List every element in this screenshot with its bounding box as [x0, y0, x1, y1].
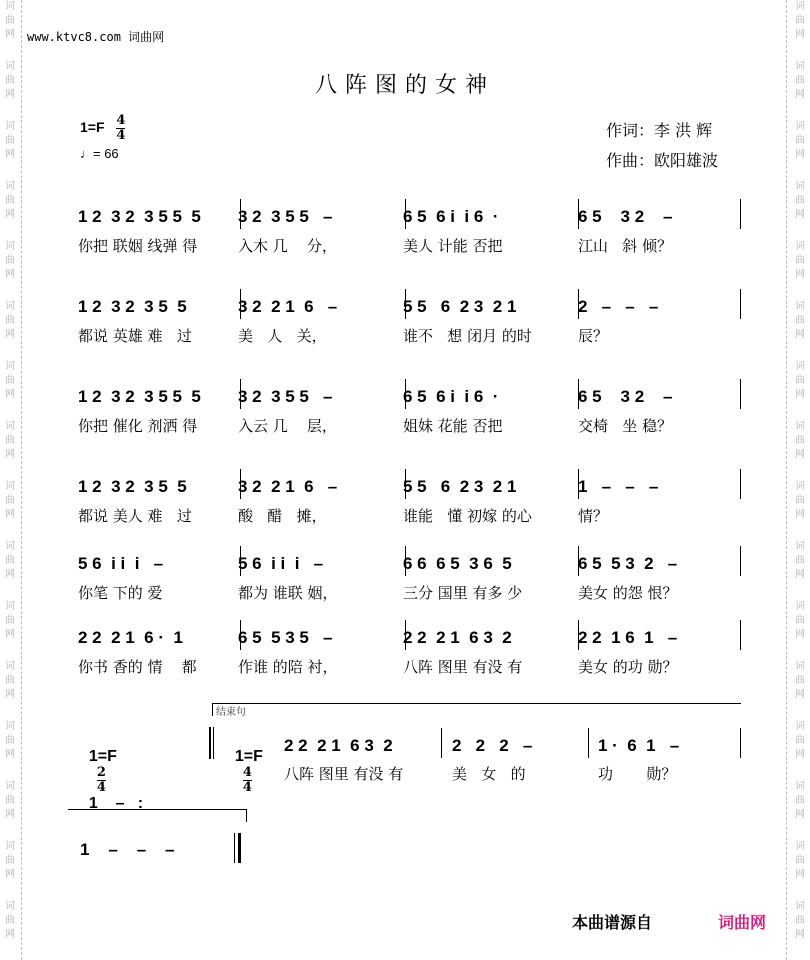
measure-lyrics: 姐妹 花能 否把: [403, 417, 503, 435]
watermark-group: [3, 540, 17, 600]
measure-lyrics: 谁能 懂 初嫁 的心: [403, 507, 532, 525]
measure-notes: 2 – – –: [578, 297, 659, 316]
watermark-group: [3, 720, 17, 780]
watermark-char: 曲: [795, 495, 805, 506]
watermark-char: 曲: [795, 255, 805, 266]
watermark-char: 词: [5, 661, 15, 672]
measure-lyrics: 谁不 想 闭月 的时: [403, 327, 532, 345]
watermark-char: 曲: [795, 315, 805, 326]
watermark-char: 词: [795, 241, 805, 252]
watermark-char: 网: [795, 569, 805, 580]
footer-source-link[interactable]: 词曲网: [718, 913, 767, 932]
repeat-barline: [209, 727, 211, 759]
measure-notes: 5 5 6 2 3 2 1: [403, 477, 517, 496]
ending-second: [226, 730, 263, 795]
watermark-char: 曲: [795, 915, 805, 926]
watermark-char: 词: [795, 301, 805, 312]
watermark-char: 词: [795, 481, 805, 492]
watermark-char: 词: [5, 241, 15, 252]
measure-notes: 3 2 3 5 5 –: [238, 387, 333, 406]
time-signature: [116, 114, 125, 143]
watermark-char: 曲: [795, 15, 805, 26]
watermark-char: 词: [5, 481, 15, 492]
watermark-char: 词: [5, 421, 15, 432]
watermark-char: 词: [5, 781, 15, 792]
watermark-char: 词: [795, 541, 805, 552]
measure-lyrics: 辰？: [578, 327, 609, 345]
watermark-char: 网: [795, 689, 805, 700]
measure-lyrics: 你把 催化 剂洒 得: [78, 417, 198, 435]
watermark-char: 网: [795, 749, 805, 760]
watermark-char: 词: [795, 181, 805, 192]
watermark-group: [793, 0, 807, 60]
watermark-char: 词: [795, 841, 805, 852]
watermark-char: 网: [795, 329, 805, 340]
watermark-char: 曲: [5, 15, 15, 26]
measure-notes: 3 2 2 1 6 –: [238, 297, 338, 316]
measure-lyrics: 入云 几 层，: [238, 417, 337, 435]
watermark-group: [3, 360, 17, 420]
measure-notes: 5 5 6 2 3 2 1: [403, 297, 517, 316]
measure-notes: 6 5 5 3 5 –: [238, 628, 333, 647]
watermark-char: 曲: [5, 915, 15, 926]
measure-lyrics: 情？: [578, 507, 609, 525]
watermark-char: 网: [5, 749, 15, 760]
watermark-char: 网: [795, 809, 805, 820]
watermark-char: 词: [5, 361, 15, 372]
measure-notes: 2 2 1 6 1 –: [578, 628, 678, 647]
watermark-group: [793, 840, 807, 900]
watermark-char: 网: [5, 869, 15, 880]
watermark-char: 曲: [5, 795, 15, 806]
measure-notes: 1 2 3 2 3 5 5 5: [78, 387, 201, 406]
watermark-group: [3, 120, 17, 180]
watermark-char: 曲: [795, 555, 805, 566]
watermark-char: 网: [795, 149, 805, 160]
watermark-char: 曲: [5, 675, 15, 686]
watermark-char: 网: [5, 29, 15, 40]
watermark-group: [3, 840, 17, 900]
watermark-char: 词: [5, 721, 15, 732]
measure-notes: 3 2 3 5 5 –: [238, 207, 333, 226]
measure-notes: 2 2 2 1 6 3 2: [403, 628, 512, 647]
watermark-char: 曲: [795, 795, 805, 806]
watermark-char: 词: [795, 421, 805, 432]
watermark-group: [3, 480, 17, 540]
watermark-char: 词: [795, 661, 805, 672]
watermark-group: [793, 540, 807, 600]
measure-notes: 1 2 3 2 3 5 5: [78, 297, 187, 316]
measure-notes: 1 – – –: [578, 477, 659, 496]
watermark-char: 词: [795, 1, 805, 12]
watermark-char: 网: [795, 89, 805, 100]
ending-bracket: [212, 703, 741, 716]
watermark-char: 曲: [5, 735, 15, 746]
watermark-char: 曲: [5, 375, 15, 386]
watermark-char: 曲: [795, 855, 805, 866]
watermark-group: [3, 0, 17, 60]
watermark-group: [793, 720, 807, 780]
watermark-char: 词: [5, 301, 15, 312]
watermark-group: [793, 120, 807, 180]
barline: [441, 728, 442, 758]
watermark-char: 词: [5, 901, 15, 912]
watermark-group: [3, 420, 17, 480]
watermark-char: 网: [5, 629, 15, 640]
ts-bottom: 4: [242, 780, 252, 795]
second-time-sig: [243, 766, 252, 795]
watermark-char: 网: [795, 629, 805, 640]
ending-measure-2: 2 2 2 –: [452, 736, 533, 755]
measure-notes: 6 5 6 i i 6 ·: [403, 207, 499, 226]
watermark-char: 网: [795, 929, 805, 940]
watermark-char: 网: [5, 269, 15, 280]
site-label[interactable]: www.ktvc8.com 词曲网: [27, 30, 165, 44]
watermark-group: [3, 180, 17, 240]
ending-label: 结束句: [216, 707, 246, 718]
measure-notes: 1 2 3 2 3 5 5: [78, 477, 187, 496]
ts-top: 4: [242, 765, 252, 780]
measure-lyrics: 三分 国里 有多 少: [403, 584, 523, 602]
measure-lyrics: 八阵 图里 有没 有: [403, 658, 523, 676]
barline: [740, 199, 741, 229]
watermark-char: 曲: [795, 135, 805, 146]
watermark-char: 词: [5, 541, 15, 552]
measure-lyrics: 都说 美人 难 过: [78, 507, 192, 525]
barline: [740, 289, 741, 319]
final-barline-thick: [238, 833, 241, 863]
watermark-char: 曲: [795, 375, 805, 386]
watermark-char: 曲: [5, 195, 15, 206]
watermark-group: [793, 180, 807, 240]
barline: [740, 546, 741, 576]
page-border-left: [21, 0, 22, 960]
watermark-char: 词: [5, 121, 15, 132]
watermark-char: 词: [795, 61, 805, 72]
barline: [740, 469, 741, 499]
measure-notes: 6 5 5 3 2 –: [578, 554, 678, 573]
measure-notes: 1 2 3 2 3 5 5 5: [78, 207, 201, 226]
measure-notes: 6 5 3 2 –: [578, 207, 673, 226]
measure-lyrics: 美 人 关，: [238, 327, 327, 345]
watermark-group: [793, 600, 807, 660]
watermark-char: 网: [5, 209, 15, 220]
page-border-right: [786, 0, 787, 960]
watermark-char: 网: [5, 389, 15, 400]
ts-bottom: 4: [96, 780, 106, 795]
measure-lyrics: 美女 的怨 恨？: [578, 584, 678, 602]
first-notes: 1 – :: [88, 795, 144, 812]
watermark-char: 曲: [5, 555, 15, 566]
watermark-char: 曲: [795, 75, 805, 86]
watermark-char: 网: [795, 29, 805, 40]
watermark-group: [3, 240, 17, 300]
watermark-char: 曲: [5, 495, 15, 506]
time-top: 4: [116, 113, 126, 128]
first-time-sig: [97, 766, 106, 795]
measure-lyrics: 你把 联姻 线弹 得: [78, 237, 198, 255]
watermark-char: 词: [5, 601, 15, 612]
second-key: 1=F: [234, 748, 263, 765]
watermark-char: 词: [795, 781, 805, 792]
measure-lyrics: 交椅 坐 稳？: [578, 417, 673, 435]
watermark-char: 曲: [795, 735, 805, 746]
watermark-char: 词: [795, 601, 805, 612]
ending-first: [80, 730, 143, 813]
ending-lyric-1: 八阵 图里 有没 有: [284, 765, 404, 783]
watermark-group: [793, 360, 807, 420]
watermark-group: [3, 660, 17, 720]
barline: [740, 728, 741, 758]
watermark-group: [3, 600, 17, 660]
measure-lyrics: 你书 香的 情 都: [78, 658, 197, 676]
watermark-char: 曲: [795, 675, 805, 686]
watermark-char: 网: [5, 689, 15, 700]
watermark-group: [3, 780, 17, 840]
watermark-char: 网: [5, 809, 15, 820]
watermark-char: 词: [795, 901, 805, 912]
measure-lyrics: 酸 醋 摊，: [238, 507, 327, 525]
key-signature: [80, 114, 125, 143]
final-barline-thin: [234, 833, 235, 863]
measure-lyrics: 你笔 下的 爱: [78, 584, 163, 602]
watermark-char: 词: [5, 61, 15, 72]
barline: [588, 728, 589, 758]
watermark-char: 网: [795, 389, 805, 400]
measure-lyrics: 美人 计能 否把: [403, 237, 503, 255]
ts-top: 2: [96, 765, 106, 780]
watermark-char: 曲: [5, 855, 15, 866]
first-key: 1=F: [88, 748, 117, 765]
watermark-group: [793, 780, 807, 840]
song-title: 八阵图的女神: [314, 73, 495, 98]
final-notes: 1 – – –: [80, 840, 175, 859]
watermark-char: 词: [795, 121, 805, 132]
measure-notes: 6 5 3 2 –: [578, 387, 673, 406]
watermark-char: 曲: [795, 195, 805, 206]
watermark-char: 词: [5, 841, 15, 852]
final-bracket: [68, 809, 247, 822]
measure-notes: 2 2 2 1 6 · 1: [78, 628, 183, 647]
measure-lyrics: 江山 斜 倾？: [578, 237, 673, 255]
watermark-char: 曲: [5, 255, 15, 266]
watermark-char: 词: [5, 181, 15, 192]
measure-lyrics: 作谁 的陪 衬，: [238, 658, 338, 676]
watermark-char: 网: [795, 449, 805, 460]
ending-lyric-3: 功 勋？: [598, 765, 677, 783]
watermark-char: 网: [5, 149, 15, 160]
watermark-char: 曲: [5, 135, 15, 146]
watermark-char: 网: [5, 329, 15, 340]
watermark-group: [793, 480, 807, 540]
watermark-group: [3, 300, 17, 360]
time-bottom: 4: [116, 128, 126, 143]
watermark-char: 网: [795, 209, 805, 220]
watermark-char: 曲: [795, 435, 805, 446]
repeat-barline-thin: [213, 727, 214, 759]
composer: 作曲：欧阳雄波: [606, 151, 719, 170]
watermark-char: 网: [5, 89, 15, 100]
watermark-group: [793, 660, 807, 720]
measure-notes: 5 6 i i i –: [78, 554, 164, 573]
watermark-char: 曲: [5, 435, 15, 446]
barline: [740, 620, 741, 650]
watermark-char: 曲: [5, 75, 15, 86]
key-label: 1=F: [80, 119, 105, 136]
ending-measure-1: 2 2 2 1 6 3 2: [284, 736, 393, 755]
watermark-char: 词: [5, 1, 15, 12]
watermark-char: 网: [5, 449, 15, 460]
watermark-char: 网: [5, 509, 15, 520]
credits: [606, 116, 718, 176]
watermark-group: [793, 900, 807, 960]
watermark-group: [793, 300, 807, 360]
measure-lyrics: 都说 英雄 难 过: [78, 327, 192, 345]
measure-notes: 3 2 2 1 6 –: [238, 477, 338, 496]
tempo-marking: ♩= 66: [80, 146, 119, 161]
lyricist: 作词：李 洪 辉: [606, 121, 713, 140]
measure-notes: 6 5 6 i i 6 ·: [403, 387, 499, 406]
ending-measure-3: 1 · 6 1 –: [598, 736, 680, 755]
watermark-group: [793, 240, 807, 300]
measure-notes: 6 6 6 5 3 6 5: [403, 554, 512, 573]
watermark-char: 网: [5, 569, 15, 580]
watermark-char: 词: [795, 721, 805, 732]
watermark-char: 网: [795, 869, 805, 880]
watermark-left: [3, 0, 17, 960]
measure-lyrics: 入木 几 分，: [238, 237, 337, 255]
watermark-char: 曲: [5, 615, 15, 626]
watermark-right: [793, 0, 807, 960]
watermark-char: 词: [795, 361, 805, 372]
measure-lyrics: 都为 谁联 姻，: [238, 584, 338, 602]
watermark-char: 曲: [5, 315, 15, 326]
watermark-group: [3, 900, 17, 960]
watermark-group: [793, 420, 807, 480]
watermark-char: 网: [795, 269, 805, 280]
watermark-char: 网: [795, 509, 805, 520]
ending-lyric-2: 美 女 的: [452, 765, 526, 783]
measure-notes: 5 6 i i i –: [238, 554, 324, 573]
measure-lyrics: 美女 的功 勋？: [578, 658, 678, 676]
watermark-char: 曲: [795, 615, 805, 626]
barline: [740, 379, 741, 409]
watermark-char: 网: [5, 929, 15, 940]
footer-source-label: 本曲谱源自: [572, 913, 653, 932]
